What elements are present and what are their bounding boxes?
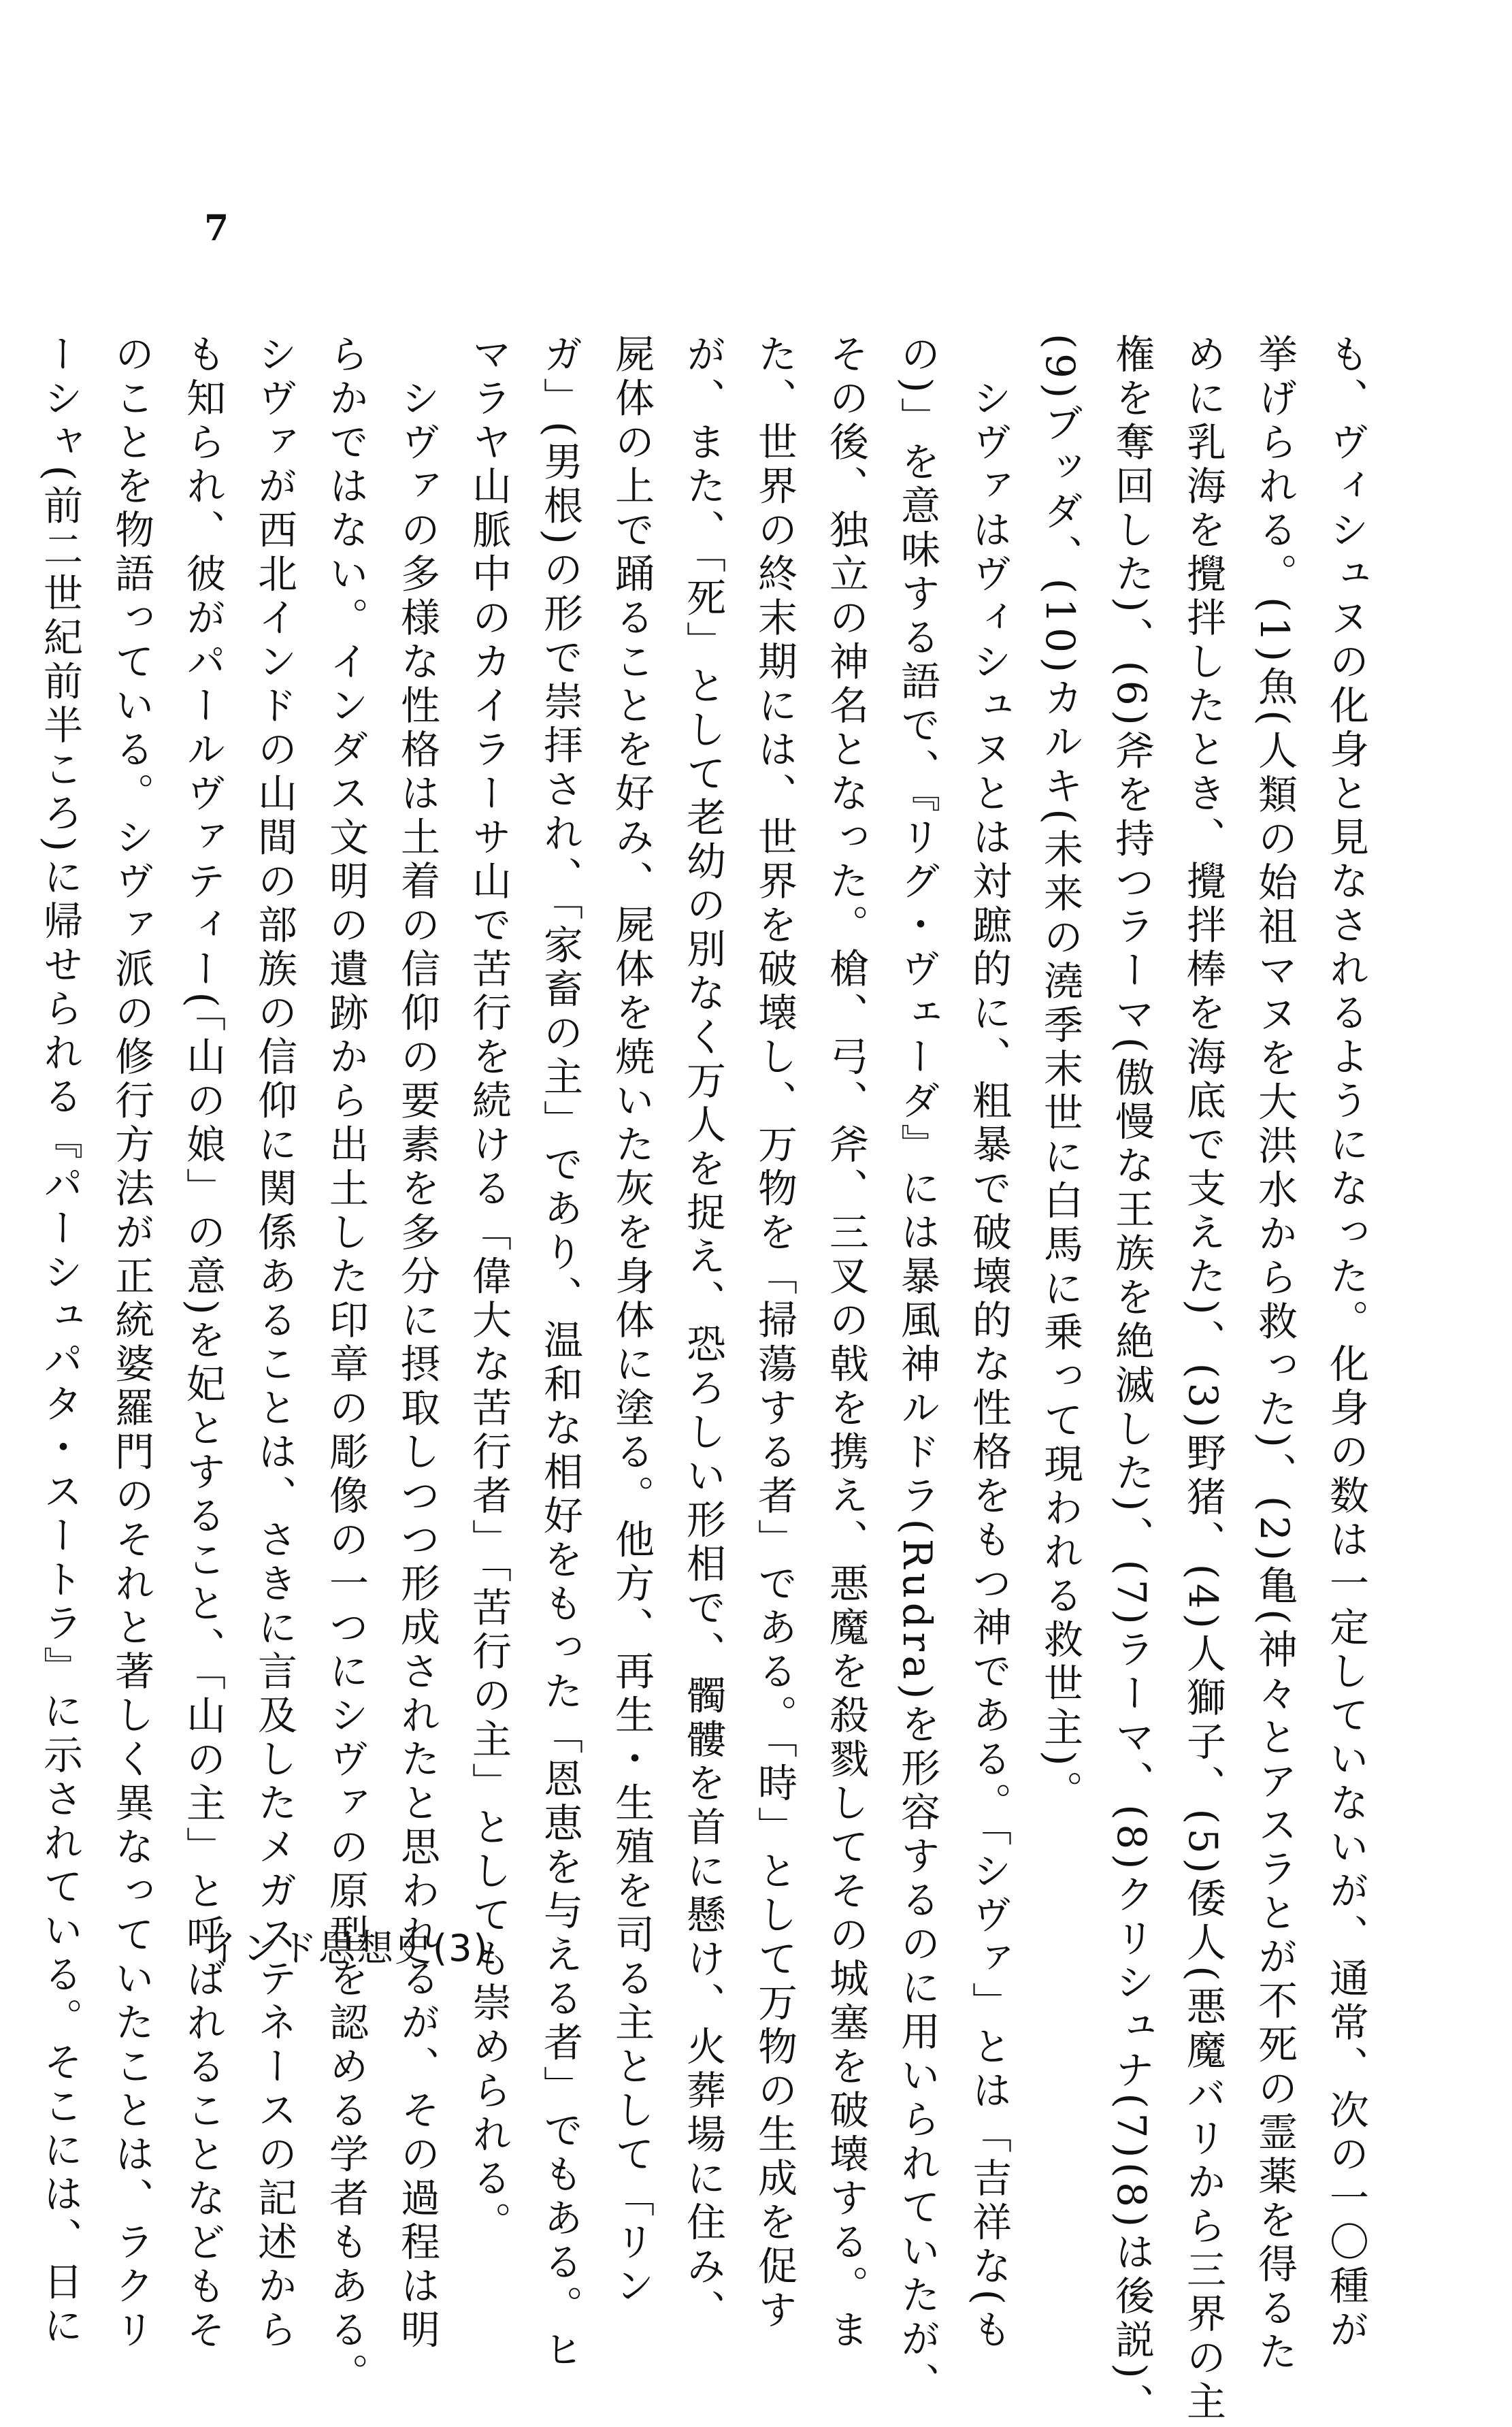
- text-line: らかではない。インダス文明の遺跡から出土した印章の彫像の一つにシヴァの原型を認める学者もある。: [323, 333, 369, 2397]
- text-line: 挙げられる。(1)魚(人類の始祖マヌを大洪水から救った)、(2)亀(神々とアスラとが不死の霊薬を得るた: [1251, 333, 1298, 2375]
- text-line: も知られ、彼がパールヴァティー(「山の娘」の意)を妃とすること、「山の主」と呼ばれることなどもそ: [180, 333, 226, 2353]
- text-line: シヴァの多様な性格は土着の信仰の要素を多分に摂取しつつ形成されたと思われるが、その過程は明: [394, 333, 440, 2353]
- text-line: めに乳海を攪拌したとき、攪拌棒を海底で支えた)、(3)野猪、(4)人獅子、(5)倭人(悪魔バリから三界の主: [1180, 333, 1226, 2425]
- text-line: シヴァが西北インドの山間の部族の信仰に関係あることは、さきに言及したメガステネースの記述から: [251, 333, 297, 2353]
- vertical-body-text: [24, 333, 1381, 2427]
- text-line: の)」を意味する語で、『リグ・ヴェーダ』には暴風神ルドラ(Rudra)を形容するのに用いられていたが、: [894, 333, 940, 2406]
- text-line: (9)ブッダ、(10)カルキ(未来の澆季末世に白馬に乗って現われる救世主)。: [1037, 333, 1083, 1814]
- text-line: が、また、「死」として老幼の別なく万人を捉え、恐ろしい形相で、髑髏を首に懸け、火葬場に住み、: [680, 333, 726, 2333]
- text-line: のことを物語っている。シヴァ派の修行方法が正統婆羅門のそれと著しく異なっていたことは、ラクリ: [108, 333, 154, 2353]
- page-number: 7: [204, 208, 229, 249]
- text-line: た、世界の終末期には、世界を破壊し、万物を「掃蕩する者」である。「時」として万物の生成を促す: [751, 333, 798, 2333]
- running-footer: インド思想史(3): [204, 1927, 489, 1970]
- text-line: その後、独立の神名となった。槍、弓、斧、三叉の戟を携え、悪魔を殺戮してその城塞を破壊する。ま: [823, 333, 869, 2353]
- text-line: ーシャ(前二世紀前半ころ)に帰せられる『パーシュパタ・スートラ』に示されている。そこには、日に: [37, 333, 83, 2349]
- text-line: マラヤ山脈中のカイラーサ山で苦行を続ける「偉大な苦行者」「苦行の主」としても崇められる。: [465, 333, 512, 2245]
- text-line: も、ヴィシュヌの化身と見なされるようになった。化身の数は一定していないが、通常、次の一〇種が: [1323, 333, 1369, 2353]
- text-line: ガ」(男根)の形で崇拝され、「家畜の主」であり、温和な相好をもった「恩恵を与える者」でもある。ヒ: [537, 333, 583, 2373]
- text-line: 権を奪回した)、(6)斧を持つラーマ(傲慢な王族を絶滅した)、(7)ラーマ、(8)クリシュナ(7)(8)は後説)、: [1108, 333, 1155, 2427]
- text-line: シヴァはヴィシュヌとは対蹠的に、粗暴で破壊的な性格をもつ神である。「シヴァ」とは「吉祥な(も: [966, 333, 1012, 2353]
- text-line: 屍体の上で踊ることを好み、屍体を焼いた灰を身体に塗る。他方、再生・生殖を司る主として「リン: [608, 333, 655, 2309]
